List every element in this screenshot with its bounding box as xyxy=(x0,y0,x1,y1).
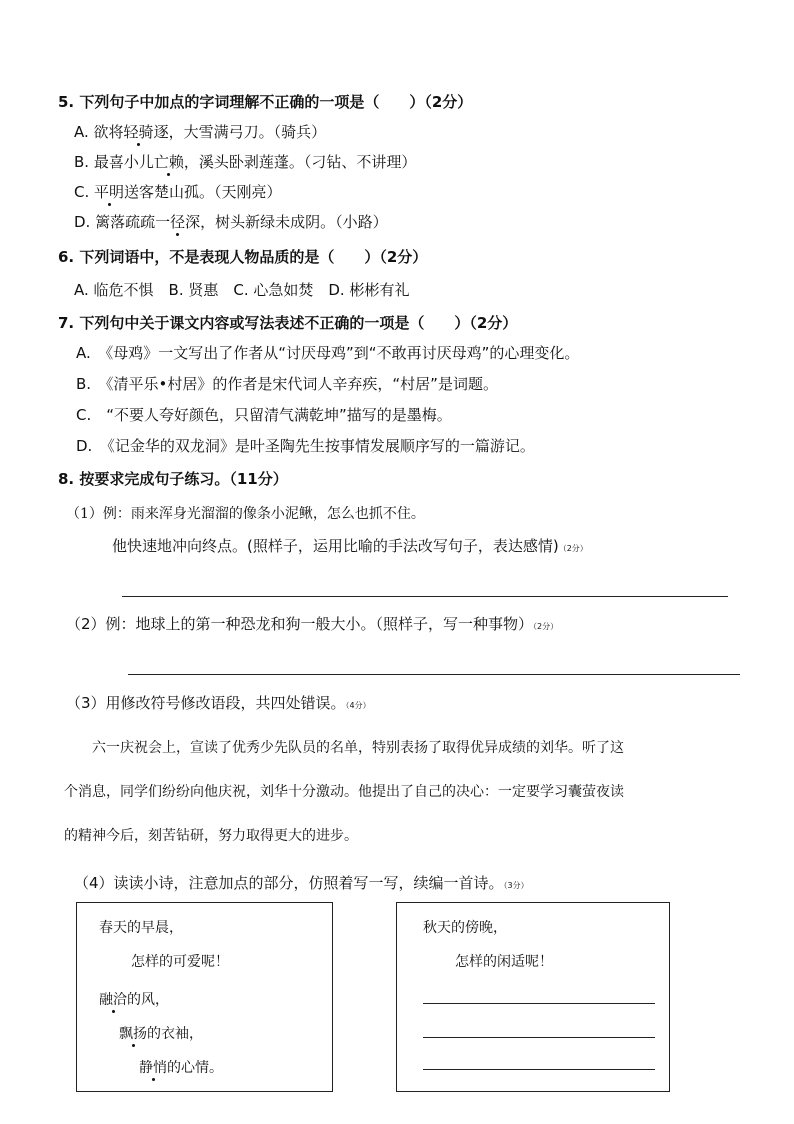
q8-p3-line-3: 的精神今后，刻苦钻研，努力取得更大的进步。 xyxy=(64,828,358,844)
q7-stem: 7. 下列句中关于课文内容或写法表述不正确的一项是（ ）（2分） xyxy=(58,314,518,332)
poem-left-line-1: 春天的早晨， xyxy=(99,920,183,936)
q5-a-dotted: 轻骑 xyxy=(123,123,154,141)
q5-d-post: 深，树头新绿未成阴。（小路） xyxy=(185,213,388,231)
q5-b-dotted: 亡赖 xyxy=(153,153,184,171)
poem-left-line-2: 怎样的可爱呢！ xyxy=(131,954,229,970)
poem-left-line-4-dotted: 飘扬 xyxy=(119,1023,147,1043)
poem-left-line-5-rest: 的心情。 xyxy=(167,1060,223,1076)
poem-left-line-4-rest: 的衣袖， xyxy=(147,1026,203,1042)
q8-p3-score: （4分） xyxy=(345,701,371,710)
poem-right-write-line-2[interactable] xyxy=(423,1037,655,1038)
q8-p4-score: （3分） xyxy=(503,881,529,890)
poem-right-write-line-1[interactable] xyxy=(423,1003,655,1004)
q6-options: A. 临危不惧 B. 贤惠 C. 心急如焚 D. 彬彬有礼 xyxy=(74,281,410,299)
q8-p4-title: （4）读读小诗，注意加点的部分，仿照着写一写，续编一首诗。 xyxy=(74,874,504,892)
q5-c-dotted: 平明 xyxy=(94,183,125,201)
q8-p3-line-1: 六一庆祝会上，宣读了优秀少先队员的名单，特别表扬了取得优异成绩的刘华。听了这 xyxy=(92,740,624,756)
q5-a-pre: A. 欲将 xyxy=(74,123,124,141)
q7-option-a: A. 《母鸡》一文写出了作者从“讨厌母鸡”到“不敢再讨厌母鸡”的心理变化。 xyxy=(76,344,580,362)
q5-b-pre: B. 最喜小儿 xyxy=(74,153,154,171)
q8-p2-score: （2分） xyxy=(533,622,559,631)
poem-right-write-line-3[interactable] xyxy=(423,1069,655,1070)
q7-option-d: D. 《记金华的双龙洞》是叶圣陶先生按事情发展顺序写的一篇游记。 xyxy=(76,437,535,455)
q7-option-b: B. 《清平乐•村居》的作者是宋代词人辛弃疾，“村居”是词题。 xyxy=(76,375,498,393)
q8-p1-task-text: 他快速地冲向终点。(照样子，运用比喻的手法改写句子，表达感情) xyxy=(112,537,559,555)
q8-p4-title-row xyxy=(74,873,529,896)
q8-p2-answer-line[interactable] xyxy=(128,674,740,675)
q8-stem: 8. 按要求完成句子练习。（11分） xyxy=(58,470,288,488)
q5-d-pre: D. 篱落疏疏一 xyxy=(74,213,171,231)
q5-option-b xyxy=(74,152,416,172)
q8-p3-title-row xyxy=(66,693,371,716)
poem-right-line-1: 秋天的傍晚， xyxy=(423,920,507,936)
poem-left-line-5-dotted: 静悄 xyxy=(139,1057,167,1077)
q8-p1-answer-line[interactable] xyxy=(122,596,728,597)
q5-b-post: ，溪头卧剥莲蓬。（刁钻、不讲理） xyxy=(183,153,417,171)
poem-left-line-4 xyxy=(119,1023,203,1043)
poem-left-line-3-rest: 的风， xyxy=(127,992,169,1008)
poem-left-line-3-dotted: 融洽 xyxy=(99,989,127,1009)
q5-option-c xyxy=(74,182,282,202)
q7-option-c: C. “不要人夸好颜色，只留清气满乾坤”描写的是墨梅。 xyxy=(76,406,452,424)
q5-option-d xyxy=(74,212,388,232)
q5-a-post: 逐，大雪满弓刀。（骑兵） xyxy=(153,123,327,141)
poem-right-line-2: 怎样的闲适呢！ xyxy=(455,954,553,970)
q5-c-pre: C. xyxy=(74,183,95,201)
continuation-poem-box xyxy=(396,902,670,1092)
q5-d-dotted: 径 xyxy=(170,213,186,231)
example-poem-box xyxy=(76,902,333,1092)
q8-p2 xyxy=(66,614,558,637)
q8-p3-line-2: 个消息，同学们纷纷向他庆祝，刘华十分激动。他提出了自己的决心：一定要学习囊萤夜读 xyxy=(64,784,624,800)
poem-left-line-3 xyxy=(99,989,169,1009)
q8-p1-example: （1）例：雨来浑身光溜溜的像条小泥鳅，怎么也抓不住。 xyxy=(66,506,425,522)
q5-option-a xyxy=(74,122,326,142)
q5-c-post: 送客楚山孤。（天刚亮） xyxy=(124,183,282,201)
poem-left-line-5 xyxy=(139,1057,223,1077)
q5-stem: 5. 下列句子中加点的字词理解不正确的一项是（ ）（2分） xyxy=(58,93,473,111)
q8-p3-title: （3）用修改符号修改语段，共四处错误。 xyxy=(66,694,346,712)
q8-p1-score: （2分） xyxy=(558,544,588,553)
q6-stem: 6. 下列词语中，不是表现人物品质的是（ ）（2分） xyxy=(58,248,428,266)
q8-p1-task xyxy=(112,536,588,559)
q8-p2-text: （2）例：地球上的第一种恐龙和狗一般大小。（照样子，写一种事物） xyxy=(66,615,534,633)
